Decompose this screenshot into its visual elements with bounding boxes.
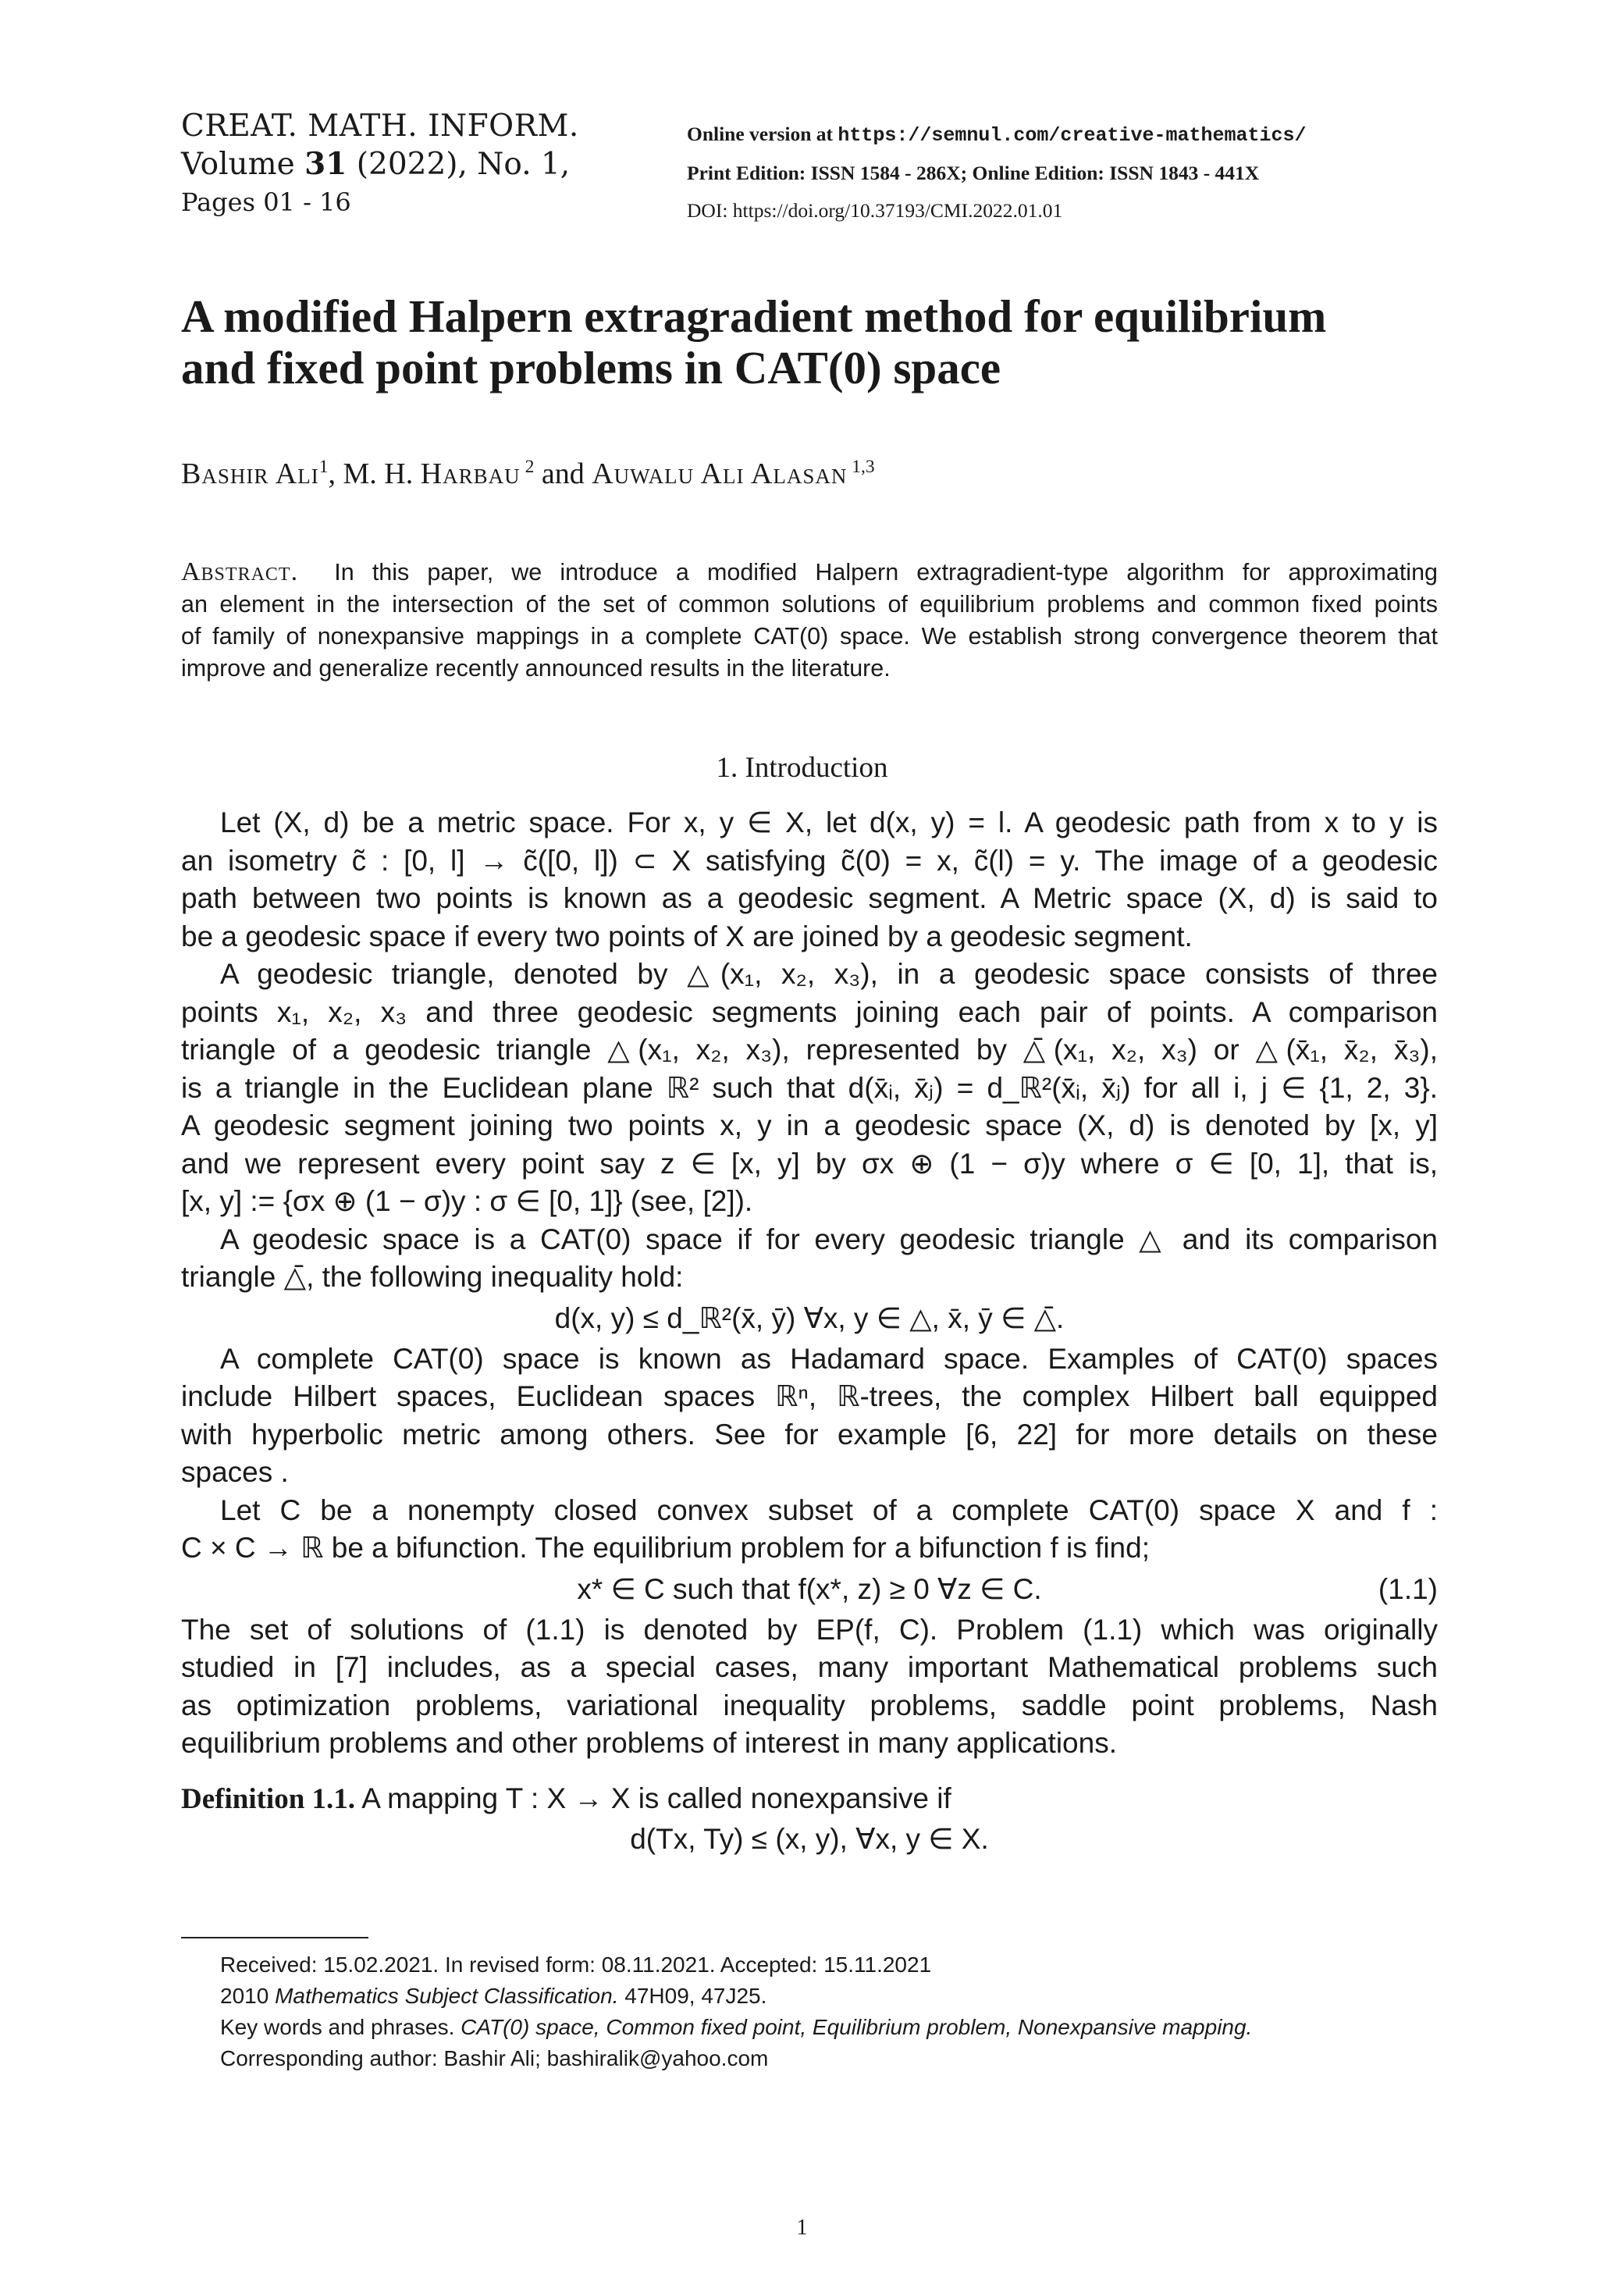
author-3: Auwalu Ali Alasan (592, 457, 848, 490)
keywords-text: CAT(0) space, Common fixed point, Equilibrium problem, Nonexpansive mapping. (461, 2015, 1253, 2039)
author-list (181, 457, 875, 491)
body-line: equilibrium problems and other problems of interest in many applications. (181, 1727, 1117, 1759)
definition-1-1 (181, 1780, 1438, 1818)
body-line: be a geodesic space if every two points of X are joined by a geodesic segment. (181, 920, 1193, 952)
abstract-line-2: an element in the intersection of the set of common solutions of equilibrium problems and common fixed points (181, 591, 1438, 618)
body-line: studied in [7] includes, as a special cases, many important Mathematical problems such (181, 1651, 1438, 1683)
body-line: C × C → ℝ be a bifunction. The equilibrium problem for a bifunction f is find; (181, 1532, 1150, 1564)
volume-info (181, 145, 649, 183)
author-sep-1: , M. H. (328, 457, 421, 490)
display-equation: d(Tx, Ty) ≤ (x, y), ∀x, y ∈ X. (630, 1823, 989, 1855)
volume-prefix: Volume (181, 147, 305, 182)
msc-classification (220, 1981, 1438, 2012)
online-url[interactable]: https://semnul.com/creative-mathematics/ (838, 124, 1307, 147)
author-sep-2: and (534, 457, 592, 490)
body-line: points x₁, x₂, x₃ and three geodesic segments joining each pair of points. A comparison (181, 995, 1438, 1028)
body-line: The set of solutions of (1.1) is denoted by EP(f, C). Problem (1.1) which was originally (181, 1613, 1438, 1646)
body-text (181, 804, 1438, 1861)
abstract (181, 556, 1438, 685)
paper-title (181, 290, 1430, 393)
body-line: triangle △̄, the following inequality hold: (181, 1261, 684, 1293)
doi-link[interactable]: DOI: https://doi.org/10.37193/CMI.2022.01.01 (687, 199, 1063, 222)
online-version (687, 116, 1436, 155)
definition-label: Definition 1.1. (181, 1782, 356, 1815)
equation-1-1 (181, 1568, 1438, 1611)
body-line: Let (X, d) be a metric space. For x, y ∈ X, let d(x, y) = l. A geodesic path from x to y is (220, 806, 1438, 838)
body-line: A geodesic space is a CAT(0) space if for every geodesic triangle △ and its comparison (220, 1223, 1438, 1255)
author-3-affil: 1,3 (847, 456, 875, 477)
volume-number: 31 (304, 146, 347, 182)
journal-header-right (687, 116, 1436, 230)
equation-body: x* ∈ C such that f(x*, z) ≥ 0 ∀z ∈ C. (577, 1572, 1042, 1605)
title-line-2: and fixed point problems in CAT(0) space (181, 342, 1001, 393)
received-dates: Received: 15.02.2021. In revised form: 08.11.2021. Accepted: 15.11.2021 (220, 1952, 932, 1977)
body-line: triangle of a geodesic triangle △(x₁, x₂, x₃), represented by △̄(x₁, x₂, x₃) or △(x̄₁, x̄₂, x̄₃), (181, 1034, 1438, 1066)
page-range: Pages 01 - 16 (181, 187, 351, 217)
body-line: an isometry c̃ : [0, l] → c̃([0, l]) ⊂ X satisfying c̃(0) = x, c̃(l) = y. The image of a geodesic (181, 844, 1438, 877)
body-line: is a triangle in the Euclidean plane ℝ² such that d(x̄ᵢ, x̄ⱼ) = d_ℝ²(x̄ᵢ, x̄ⱼ) for all i, j ∈ {1, 2, 3}. (181, 1071, 1438, 1104)
keywords (220, 2012, 1438, 2043)
title-line-1: A modified Halpern extragradient method for equilibrium (181, 290, 1327, 342)
page-number: 1 (796, 2216, 808, 2240)
body-line: and we represent every point say z ∈ [x, y] by σx ⊕ (1 − σ)y where σ ∈ [0, 1], that is, (181, 1147, 1438, 1180)
journal-header-left (181, 108, 649, 221)
body-line: A geodesic triangle, denoted by △(x₁, x₂, x₃), in a geodesic space consists of three (220, 958, 1438, 990)
footnote-rule (181, 1937, 368, 1938)
author-2: Harbau (420, 457, 521, 490)
online-label: Online version at (687, 123, 838, 145)
msc-year: 2010 (220, 1984, 276, 2008)
msc-label: Mathematics Subject Classification. (275, 1984, 619, 2008)
body-line: as optimization problems, variational inequality problems, saddle point problems, Nash (181, 1689, 1438, 1721)
volume-suffix: (2022), No. 1, (347, 147, 571, 182)
equation-number: (1.1) (1378, 1572, 1438, 1605)
author-1: Bashir Ali (181, 457, 319, 490)
footnote (220, 1949, 1438, 2074)
msc-codes: 47H09, 47J25. (618, 1984, 767, 2008)
display-equation: d(x, y) ≤ d_ℝ²(x̄, ȳ) ∀x, y ∈ △, x̄, ȳ ∈ △̄. (554, 1301, 1065, 1334)
author-2-affil: 2 (520, 456, 535, 477)
body-line: spaces . (181, 1456, 289, 1488)
body-line: path between two points is known as a geodesic segment. A Metric space (X, d) is said to (181, 882, 1438, 914)
body-line: [x, y] := {σx ⊕ (1 − σ)y : σ ∈ [0, 1]} (see, [2]). (181, 1185, 753, 1217)
keywords-label: Key words and phrases. (220, 2015, 461, 2039)
body-line: A complete CAT(0) space is known as Hadamard space. Examples of CAT(0) spaces (220, 1342, 1438, 1375)
abstract-line-1 (181, 556, 1438, 589)
abstract-line-3: of family of nonexpansive mappings in a complete CAT(0) space. We establish strong convergence theorem that (181, 623, 1438, 650)
journal-name: CREAT. MATH. INFORM. (181, 109, 579, 144)
corresponding-author: Corresponding author: Bashir Ali; bashiralik@yahoo.com (220, 2046, 769, 2070)
abstract-line-4: improve and generalize recently announced results in the literature. (181, 655, 891, 682)
abstract-label: Abstract. (181, 557, 299, 586)
issn-info: Print Edition: ISSN 1584 - 286X; Online Edition: ISSN 1843 - 441X (687, 162, 1260, 184)
body-line: with hyperbolic metric among others. See for example [6, 22] for more details on these (181, 1418, 1438, 1451)
section-heading: 1. Introduction (716, 752, 888, 784)
definition-text: A mapping T : X → X is called nonexpansive if (355, 1782, 951, 1814)
author-1-affil: 1 (318, 456, 329, 477)
abstract-text-1: In this paper, we introduce a modified Halpern extragradient-type algorithm for approximating (334, 559, 1438, 586)
body-line: A geodesic segment joining two points x, y in a geodesic space (X, d) is denoted by [x, y] (181, 1109, 1438, 1141)
body-line: Let C be a nonempty closed convex subset of a complete CAT(0) space X and f : (220, 1493, 1438, 1526)
body-line: include Hilbert spaces, Euclidean spaces ℝⁿ, ℝ-trees, the complex Hilbert ball equipped (181, 1380, 1438, 1412)
